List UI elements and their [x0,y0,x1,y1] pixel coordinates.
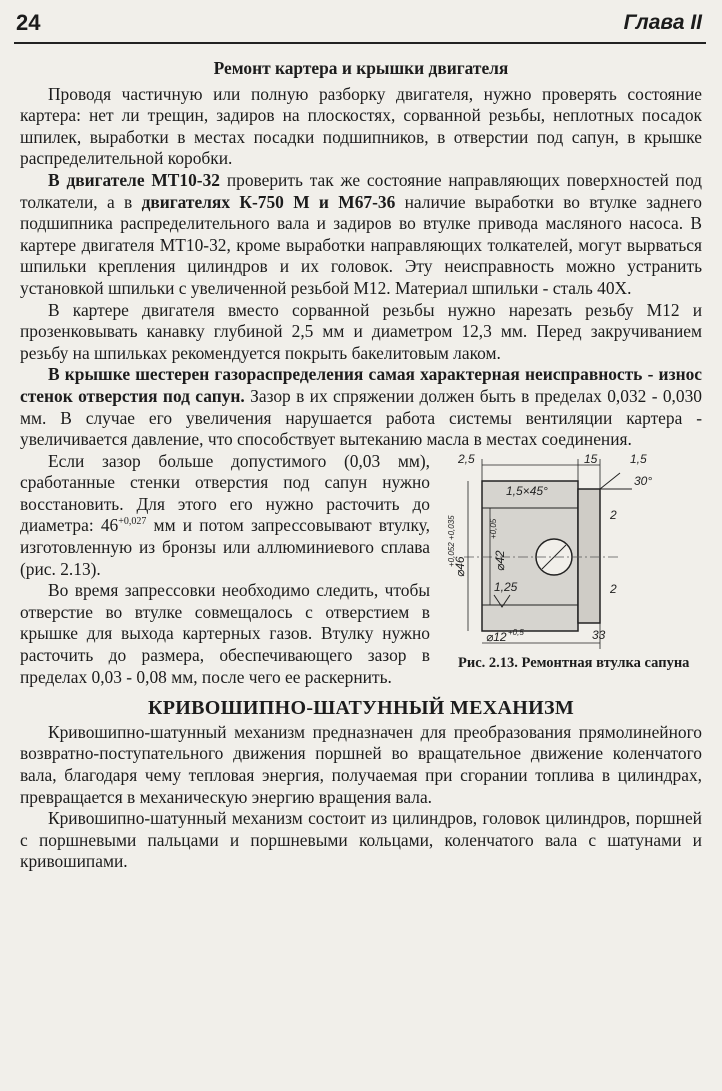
page-header [14,8,706,44]
dim-hole-diameter: ⌀12 [486,629,507,644]
section-title-crank: КРИВОШИПНО-ШАТУННЫЙ МЕХАНИЗМ [147,697,575,720]
dim-side-b: 2 [610,581,617,596]
paragraph: Кривошипно-шатунный механизм состоит из цилиндров, головок цилиндров, поршней с поршневыми пальцами и поршневыми кольцами, коленчатого вала с шатунами и кривошипами. [20,808,702,872]
figure-caption: Рис. 2.13. Ремонтная втулка сапуна [458,654,690,671]
dim-hole-tolerance: +0,5 [508,627,524,637]
chapter-label: Глава II [623,11,702,34]
bold-text: В двигателе МТ10-32 [48,169,220,190]
dim-roughness: 1,25 [494,579,518,594]
page-number: 24 [16,10,41,35]
dim-top-right: 1,5 [630,452,647,466]
paragraph: Во время запрессовки необходимо следить, чтобы отверстие во втулке совмещалось с отверстием в крышке для выхода картерных газов. Втулку нужно расточить до размера, обеспечивающего зазор в пределах 0,03 - 0,08 мм, после чего ее раскернить. [20,580,430,687]
bushing-drawing [444,453,702,653]
paragraph: Проводя частичную или полную разборку двигателя, нужно проверять состояние картера: нет ли трещин, задиров на плоскостях, сорванной резьбы, неплотных посадок шпилек, выработки в местах посадки подшипников, в отверстии под сапун, в крышке распределительной коробки. [20,83,702,169]
bold-text: двигателях К-750 М и М67-36 [141,191,396,212]
figure-2-13 [444,453,702,672]
paragraph: Кривошипно-шатунный механизм предназначен для преобразования прямолинейного возвратно-поступательного движения поршней во вращательное движение коленчатого вала, благодаря чему тепловая энергия, получаемая при сгорании топлива в цилиндрах, превращается в механическую энергию вращения вала. [20,721,702,807]
dim-length: 33 [592,627,606,642]
paragraph: Если зазор больше допустимого (0,03 мм), сработанные стенки отверстия под сапун нужно восстановить. Для этого его нужно расточить до диаметра: $46^{+0,027}$ мм и потом запрессовывают втулку, изготовленную из бронзы или аллюминиевого сплава (рис. 2.13). [20,450,430,579]
tolerance-superscript: +0,027 [118,516,147,528]
dim-inner-tolerance: +0,05 [489,518,498,539]
dim-top-mid: 15 [584,452,598,466]
figure-text-block [20,451,702,689]
paragraph: В крышке шестерен газораспределения самая характерная неисправность - износ стенок отверстия под сапун. Зазор в их спряжении должен быть в пределах 0,032 - 0,030 мм. В случае его увеличения нарушается работа системы вентиляции картера - увеличивается давление, что способствует вытеканию масла в местах соединения. [20,364,702,450]
dim-chamfer: 1,5×45° [506,483,548,498]
dim-outer-diameter: ⌀46 [453,556,467,577]
paragraph: В картере двигателя вместо сорванной резьбы нужно нарезать резьбу М12 и прозенковывать канавку глубиной 2,5 мм и диаметром 12,3 мм. Перед закручиванием резьбу на шпильках рекомендуется покрыть бакелитовым лаком. [20,299,702,363]
paragraph: В двигателе МТ10-32 проверить так же состояние направляющих поверхностей под толкатели, а в двигателях К-750 М и М67-36 наличие выработки во втулке заднего подшипника распределительного вала и задиров во втулке привода масляного насоса. В картере двигателя МТ10-32, кроме выработки направляющих толкателей, могут вырваться шпильки крепления цилиндров и их головок. Эту неисправность можно устранить установкой шпильки с увеличенной резьбой М12. Материал шпильки - сталь 40Х. [20,169,702,298]
dim-top-left: 2,5 [458,452,475,466]
dim-angle: 30° [634,473,653,488]
section-title-repair: Ремонт картера и крышки двигателя [213,58,509,78]
dim-side-a: 2 [610,507,617,522]
page-content [20,58,702,873]
dim-outer-tolerance: +0,052 +0,035 [447,515,456,567]
bold-text: В крышке шестерен газораспределения самая характерная неисправность - износ стенок отверстия под сапун. [20,364,702,406]
dim-inner-diameter: ⌀42 [493,550,507,571]
